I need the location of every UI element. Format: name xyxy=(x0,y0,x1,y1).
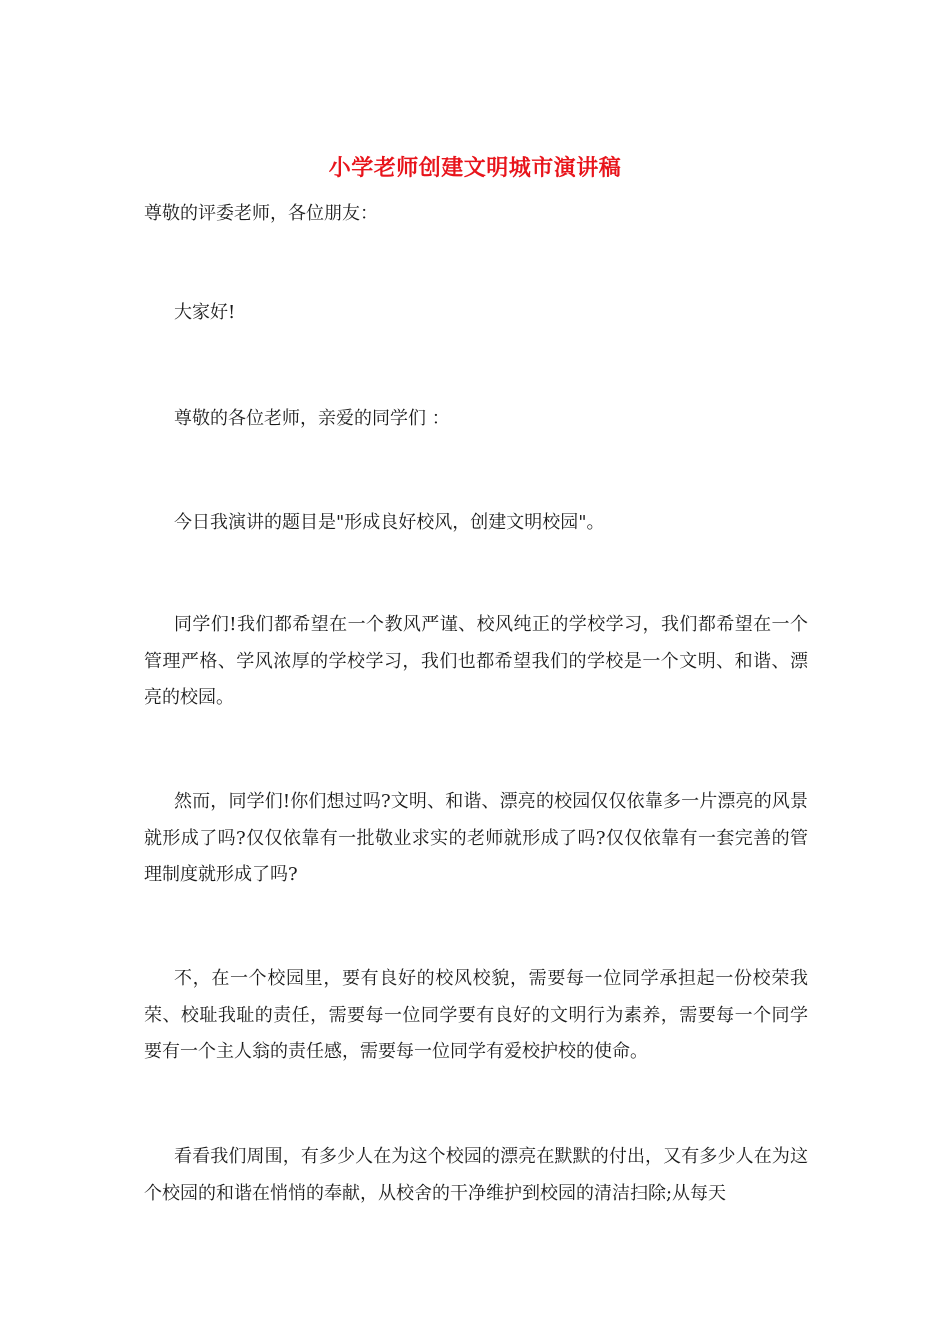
greeting-paragraph: 大家好! xyxy=(174,302,236,323)
body-paragraph-3: 不，在一个校园里，要有良好的校风校貌，需要每一位同学承担起一份校荣我荣、校耻我耻的责任，需要每一位同学要有良好的文明行为素养，需要每一个同学要有一个主人翁的责任感，需要每一位同学有爱校护校的使命。 xyxy=(144,968,808,1062)
document-title: 小学老师创建文明城市演讲稿 xyxy=(328,155,622,181)
salutation-paragraph: 尊敬的评委老师，各位朋友： xyxy=(144,203,378,224)
body-paragraph-1: 同学们!我们都希望在一个教风严谨、校风纯正的学校学习，我们都希望在一个管理严格、学风浓厚的学校学习，我们也都希望我们的学校是一个文明、和谐、漂亮的校园。 xyxy=(144,614,808,708)
body-paragraph-4: 看看我们周围，有多少人在为这个校园的漂亮在默默的付出，又有多少人在为这个校园的和谐在悄悄的奉献，从校舍的干净维护到校园的清洁扫除;从每天 xyxy=(144,1146,808,1204)
body-paragraph-2: 然而，同学们!你们想过吗?文明、和谐、漂亮的校园仅仅依靠多一片漂亮的风景就形成了吗?仅仅依靠有一批敬业求实的老师就形成了吗?仅仅依靠有一套完善的管理制度就形成了吗? xyxy=(144,791,808,885)
topic-paragraph: 今日我演讲的题目是"形成良好校风，创建文明校园"。 xyxy=(174,512,605,533)
address-paragraph: 尊敬的各位老师，亲爱的同学们 ： xyxy=(174,408,450,429)
